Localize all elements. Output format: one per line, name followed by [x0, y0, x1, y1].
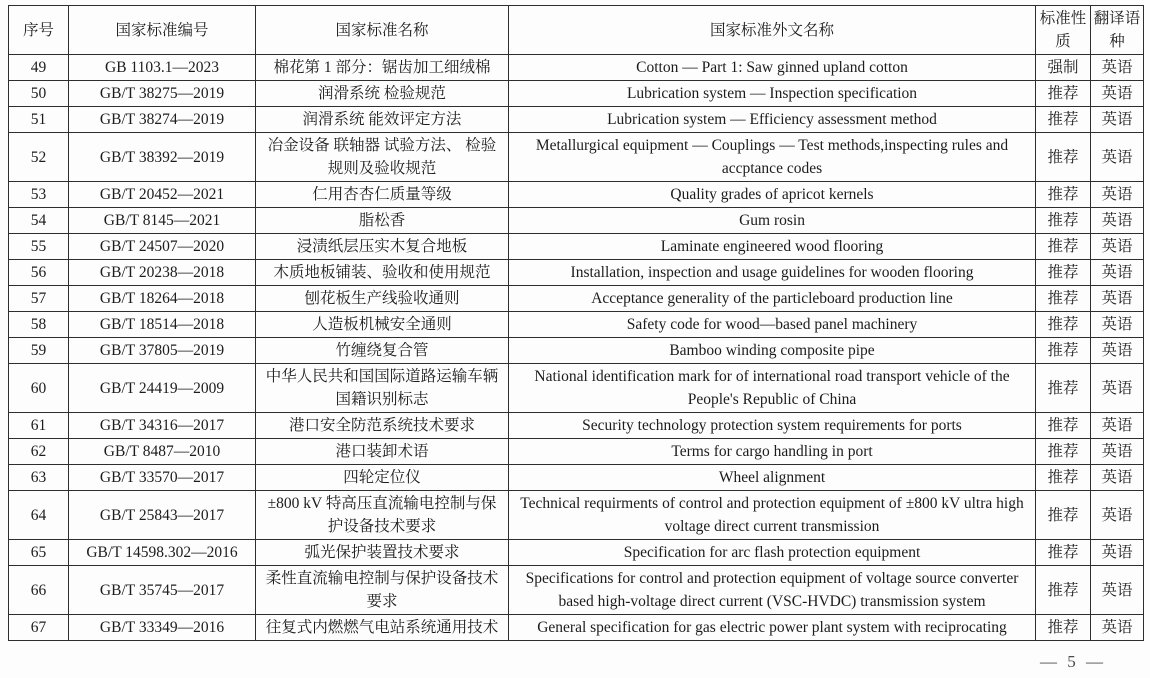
cell-nature: 推荐: [1036, 615, 1091, 641]
cell-nature: 推荐: [1036, 234, 1091, 260]
cell-code: GB/T 14598.302—2016: [69, 540, 256, 566]
cell-lang: 英语: [1091, 312, 1144, 338]
cell-name_zh: 刨花板生产线验收通则: [256, 286, 509, 312]
cell-name_en: Specification for arc flash protection equipment: [509, 540, 1036, 566]
cell-name_zh: 木质地板铺装、验收和使用规范: [256, 260, 509, 286]
cell-name_en: Bamboo winding composite pipe: [509, 338, 1036, 364]
cell-code: GB/T 20238—2018: [69, 260, 256, 286]
cell-lang: 英语: [1091, 55, 1144, 81]
cell-code: GB/T 37805—2019: [69, 338, 256, 364]
cell-nature: 推荐: [1036, 465, 1091, 491]
cell-code: GB/T 33570—2017: [69, 465, 256, 491]
cell-nature: 推荐: [1036, 540, 1091, 566]
cell-lang: 英语: [1091, 566, 1144, 615]
table-row: [9, 338, 1144, 364]
cell-no: 51: [9, 107, 69, 133]
page-number: — 5 —: [1040, 652, 1106, 671]
table-header-row: [9, 6, 1144, 55]
cell-nature: 推荐: [1036, 491, 1091, 540]
cell-nature: 强制: [1036, 55, 1091, 81]
table-row: [9, 566, 1144, 615]
cell-nature: 推荐: [1036, 81, 1091, 107]
cell-nature: 推荐: [1036, 133, 1091, 182]
cell-name_en: Installation, inspection and usage guidelines for wooden flooring: [509, 260, 1036, 286]
cell-nature: 推荐: [1036, 312, 1091, 338]
cell-nature: 推荐: [1036, 364, 1091, 413]
cell-name_zh: 弧光保护装置技术要求: [256, 540, 509, 566]
cell-lang: 英语: [1091, 540, 1144, 566]
cell-name_en: Terms for cargo handling in port: [509, 439, 1036, 465]
table-row: [9, 364, 1144, 413]
cell-name_en: Specifications for control and protection equipment of voltage source converter based high-voltage direct current (VSC-HVDC) transmission system: [509, 566, 1036, 615]
cell-name_zh: 四轮定位仪: [256, 465, 509, 491]
cell-no: 63: [9, 465, 69, 491]
cell-lang: 英语: [1091, 615, 1144, 641]
cell-no: 66: [9, 566, 69, 615]
cell-name_zh: 润滑系统 能效评定方法: [256, 107, 509, 133]
cell-no: 50: [9, 81, 69, 107]
cell-no: 58: [9, 312, 69, 338]
table-row: [9, 615, 1144, 641]
cell-name_en: Gum rosin: [509, 208, 1036, 234]
cell-name_en: Metallurgical equipment — Couplings — Test methods,inspecting rules and accptance codes: [509, 133, 1036, 182]
cell-name_en: Laminate engineered wood flooring: [509, 234, 1036, 260]
cell-code: GB/T 34316—2017: [69, 413, 256, 439]
cell-code: GB/T 38274—2019: [69, 107, 256, 133]
cell-code: GB/T 25843—2017: [69, 491, 256, 540]
cell-name_zh: 港口安全防范系统技术要求: [256, 413, 509, 439]
cell-name_en: Acceptance generality of the particleboard production line: [509, 286, 1036, 312]
cell-name_zh: 润滑系统 检验规范: [256, 81, 509, 107]
cell-code: GB/T 33349—2016: [69, 615, 256, 641]
table-row: [9, 234, 1144, 260]
cell-lang: 英语: [1091, 491, 1144, 540]
cell-name_en: Quality grades of apricot kernels: [509, 182, 1036, 208]
cell-name_zh: 柔性直流输电控制与保护设备技术要求: [256, 566, 509, 615]
cell-no: 62: [9, 439, 69, 465]
table-row: [9, 133, 1144, 182]
cell-lang: 英语: [1091, 465, 1144, 491]
table-row: [9, 413, 1144, 439]
cell-nature: 推荐: [1036, 338, 1091, 364]
cell-nature: 推荐: [1036, 413, 1091, 439]
cell-no: 56: [9, 260, 69, 286]
cell-lang: 英语: [1091, 260, 1144, 286]
cell-code: GB/T 24419—2009: [69, 364, 256, 413]
cell-name_en: Lubrication system — Efficiency assessment method: [509, 107, 1036, 133]
table-row: [9, 260, 1144, 286]
cell-no: 54: [9, 208, 69, 234]
table-header: [9, 6, 1144, 55]
cell-code: GB/T 24507—2020: [69, 234, 256, 260]
cell-name_zh: 仁用杏杏仁质量等级: [256, 182, 509, 208]
cell-no: 52: [9, 133, 69, 182]
column-header-name_en: 国家标准外文名称: [509, 6, 1036, 55]
cell-no: 65: [9, 540, 69, 566]
cell-no: 61: [9, 413, 69, 439]
column-header-nature: 标准性质: [1036, 6, 1091, 55]
column-header-name_zh: 国家标准名称: [256, 6, 509, 55]
cell-code: GB/T 35745—2017: [69, 566, 256, 615]
cell-lang: 英语: [1091, 439, 1144, 465]
table-row: [9, 491, 1144, 540]
cell-name_zh: 脂松香: [256, 208, 509, 234]
cell-name_zh: 人造板机械安全通则: [256, 312, 509, 338]
cell-lang: 英语: [1091, 208, 1144, 234]
cell-no: 57: [9, 286, 69, 312]
table-body: [9, 55, 1144, 641]
table-row: [9, 312, 1144, 338]
cell-name_zh: 竹缠绕复合管: [256, 338, 509, 364]
cell-code: GB/T 18514—2018: [69, 312, 256, 338]
column-header-lang: 翻译语种: [1091, 6, 1144, 55]
cell-nature: 推荐: [1036, 286, 1091, 312]
column-header-code: 国家标准编号: [69, 6, 256, 55]
cell-code: GB/T 8487—2010: [69, 439, 256, 465]
cell-name_en: Lubrication system — Inspection specification: [509, 81, 1036, 107]
cell-code: GB 1103.1—2023: [69, 55, 256, 81]
column-header-no: 序号: [9, 6, 69, 55]
cell-name_en: Wheel alignment: [509, 465, 1036, 491]
table-row: [9, 208, 1144, 234]
cell-code: GB/T 18264—2018: [69, 286, 256, 312]
cell-code: GB/T 38392—2019: [69, 133, 256, 182]
cell-name_zh: 棉花第 1 部分：锯齿加工细绒棉: [256, 55, 509, 81]
cell-no: 64: [9, 491, 69, 540]
cell-no: 59: [9, 338, 69, 364]
cell-name_zh: 中华人民共和国国际道路运输车辆国籍识别标志: [256, 364, 509, 413]
cell-name_zh: 冶金设备 联轴器 试验方法、 检验规则及验收规范: [256, 133, 509, 182]
cell-lang: 英语: [1091, 107, 1144, 133]
cell-no: 60: [9, 364, 69, 413]
cell-nature: 推荐: [1036, 182, 1091, 208]
cell-name_en: Cotton — Part 1: Saw ginned upland cotton: [509, 55, 1036, 81]
table-row: [9, 81, 1144, 107]
cell-code: GB/T 8145—2021: [69, 208, 256, 234]
cell-lang: 英语: [1091, 413, 1144, 439]
cell-nature: 推荐: [1036, 107, 1091, 133]
cell-name_zh: ±800 kV 特高压直流输电控制与保护设备技术要求: [256, 491, 509, 540]
cell-lang: 英语: [1091, 133, 1144, 182]
table-row: [9, 540, 1144, 566]
cell-name_en: National identification mark for of international road transport vehicle of the People's Republic of China: [509, 364, 1036, 413]
cell-no: 67: [9, 615, 69, 641]
cell-nature: 推荐: [1036, 566, 1091, 615]
cell-name_zh: 浸渍纸层压实木复合地板: [256, 234, 509, 260]
cell-name_en: General specification for gas electric power plant system with reciprocating: [509, 615, 1036, 641]
cell-name_en: Security technology protection system requirements for ports: [509, 413, 1036, 439]
cell-code: GB/T 20452—2021: [69, 182, 256, 208]
cell-name_zh: 往复式内燃燃气电站系统通用技术: [256, 615, 509, 641]
cell-lang: 英语: [1091, 234, 1144, 260]
cell-lang: 英语: [1091, 338, 1144, 364]
cell-code: GB/T 38275—2019: [69, 81, 256, 107]
cell-nature: 推荐: [1036, 439, 1091, 465]
cell-lang: 英语: [1091, 182, 1144, 208]
cell-no: 49: [9, 55, 69, 81]
table-row: [9, 55, 1144, 81]
cell-lang: 英语: [1091, 81, 1144, 107]
cell-lang: 英语: [1091, 364, 1144, 413]
table-row: [9, 286, 1144, 312]
cell-nature: 推荐: [1036, 208, 1091, 234]
table-row: [9, 465, 1144, 491]
cell-no: 53: [9, 182, 69, 208]
cell-no: 55: [9, 234, 69, 260]
cell-lang: 英语: [1091, 286, 1144, 312]
cell-name_en: Technical requirments of control and protection equipment of ±800 kV ultra high voltage direct current transmission: [509, 491, 1036, 540]
cell-nature: 推荐: [1036, 260, 1091, 286]
standards-table: [8, 5, 1144, 641]
table-row: [9, 439, 1144, 465]
cell-name_zh: 港口装卸术语: [256, 439, 509, 465]
table-row: [9, 107, 1144, 133]
cell-name_en: Safety code for wood—based panel machinery: [509, 312, 1036, 338]
table-row: [9, 182, 1144, 208]
